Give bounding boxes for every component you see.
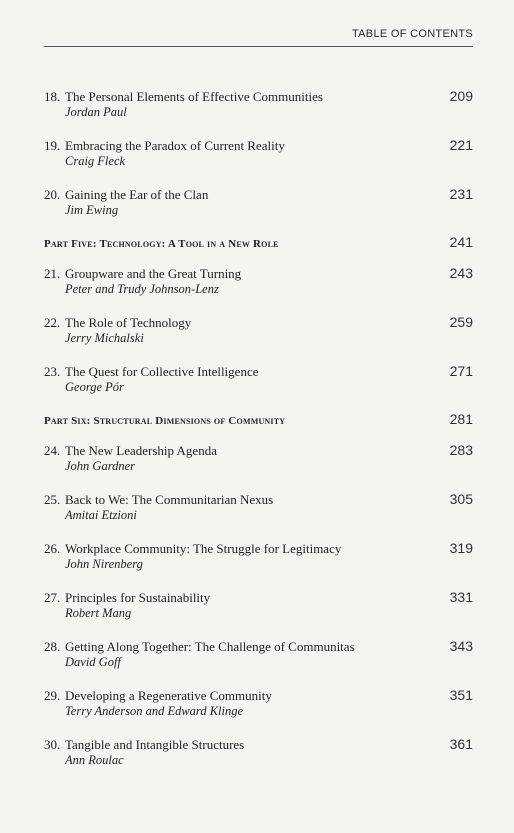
chapter-author: Jim Ewing	[65, 203, 119, 217]
toc-entry	[44, 88, 473, 120]
chapter-title: Developing a Regenerative Community	[65, 688, 272, 703]
toc-entry	[44, 186, 473, 218]
chapter-author: Terry Anderson and Edward Klinge	[65, 704, 244, 718]
part-title: Part Five: Technology: A Tool in a New Role	[44, 238, 279, 250]
entry-line	[44, 638, 473, 654]
toc-entry	[44, 314, 473, 346]
chapter-number: 30.	[44, 737, 61, 752]
entry-line	[44, 88, 473, 104]
page-number: 361	[449, 736, 473, 752]
chapter-number: 25.	[44, 492, 61, 507]
table-of-contents	[44, 88, 473, 785]
page-number: 209	[449, 88, 473, 104]
chapter-number: 26.	[44, 541, 61, 556]
entry-line	[44, 442, 473, 458]
entry-line	[44, 491, 473, 507]
toc-entry	[44, 638, 473, 670]
toc-entry	[44, 265, 473, 297]
toc-entry	[44, 442, 473, 474]
part-title: Part Six: Structural Dimensions of Community	[44, 415, 286, 427]
entry-line	[44, 363, 473, 379]
toc-entry	[44, 491, 473, 523]
chapter-author: Craig Fleck	[65, 154, 126, 168]
chapter-title: The New Leadership Agenda	[65, 443, 217, 458]
part-heading	[44, 234, 473, 250]
entry-line	[44, 314, 473, 330]
toc-entry	[44, 687, 473, 719]
page-number: 305	[449, 491, 473, 507]
chapter-number: 21.	[44, 266, 61, 281]
chapter-number: 18.	[44, 89, 61, 104]
entry-line	[44, 137, 473, 153]
page-number: 243	[449, 265, 473, 281]
chapter-title: Back to We: The Communitarian Nexus	[65, 492, 274, 507]
page-number: 343	[449, 638, 473, 654]
chapter-title: The Role of Technology	[65, 315, 192, 330]
page-number: 351	[449, 687, 473, 703]
chapter-number: 28.	[44, 639, 61, 654]
chapter-number: 22.	[44, 315, 61, 330]
entry-line	[44, 589, 473, 605]
page-number: 231	[449, 186, 473, 202]
chapter-title: Embracing the Paradox of Current Reality	[65, 138, 285, 153]
chapter-author: Jerry Michalski	[65, 331, 144, 345]
toc-entry	[44, 137, 473, 169]
chapter-number: 20.	[44, 187, 61, 202]
toc-entry	[44, 736, 473, 768]
entry-line	[44, 265, 473, 281]
part-heading	[44, 411, 473, 427]
chapter-author: Jordan Paul	[65, 105, 127, 119]
page-number: 259	[449, 314, 473, 330]
entry-line	[44, 687, 473, 703]
page-number: 283	[449, 442, 473, 458]
header-rule	[44, 46, 473, 47]
chapter-title: Tangible and Intangible Structures	[65, 737, 245, 752]
toc-entry	[44, 589, 473, 621]
page-number: 241	[449, 234, 473, 250]
chapter-title: Getting Along Together: The Challenge of Communitas	[65, 639, 355, 654]
page-number: 319	[449, 540, 473, 556]
chapter-title: Gaining the Ear of the Clan	[65, 187, 209, 202]
chapter-title: The Personal Elements of Effective Communities	[65, 89, 323, 104]
chapter-author: Robert Mang	[65, 606, 132, 620]
chapter-author: George Pór	[65, 380, 124, 394]
chapter-title: The Quest for Collective Intelligence	[65, 364, 259, 379]
page-number: 221	[449, 137, 473, 153]
chapter-number: 19.	[44, 138, 61, 153]
running-head: TABLE OF CONTENTS	[351, 28, 473, 40]
page-number: 331	[449, 589, 473, 605]
toc-entry	[44, 363, 473, 395]
chapter-title: Groupware and the Great Turning	[65, 266, 242, 281]
chapter-title: Principles for Sustainability	[65, 590, 211, 605]
entry-line	[44, 186, 473, 202]
chapter-author: John Nirenberg	[65, 557, 143, 571]
chapter-number: 24.	[44, 443, 61, 458]
chapter-author: Peter and Trudy Johnson-Lenz	[65, 282, 219, 296]
chapter-title: Workplace Community: The Struggle for Legitimacy	[65, 541, 342, 556]
page-number: 281	[449, 411, 473, 427]
chapter-number: 23.	[44, 364, 61, 379]
page-number: 271	[449, 363, 473, 379]
entry-line	[44, 540, 473, 556]
chapter-author: Ann Roulac	[65, 753, 124, 767]
toc-entry	[44, 540, 473, 572]
chapter-number: 29.	[44, 688, 61, 703]
chapter-author: David Goff	[65, 655, 121, 669]
chapter-author: Amitai Etzioni	[65, 508, 137, 522]
chapter-author: John Gardner	[65, 459, 136, 473]
chapter-number: 27.	[44, 590, 61, 605]
entry-line	[44, 736, 473, 752]
